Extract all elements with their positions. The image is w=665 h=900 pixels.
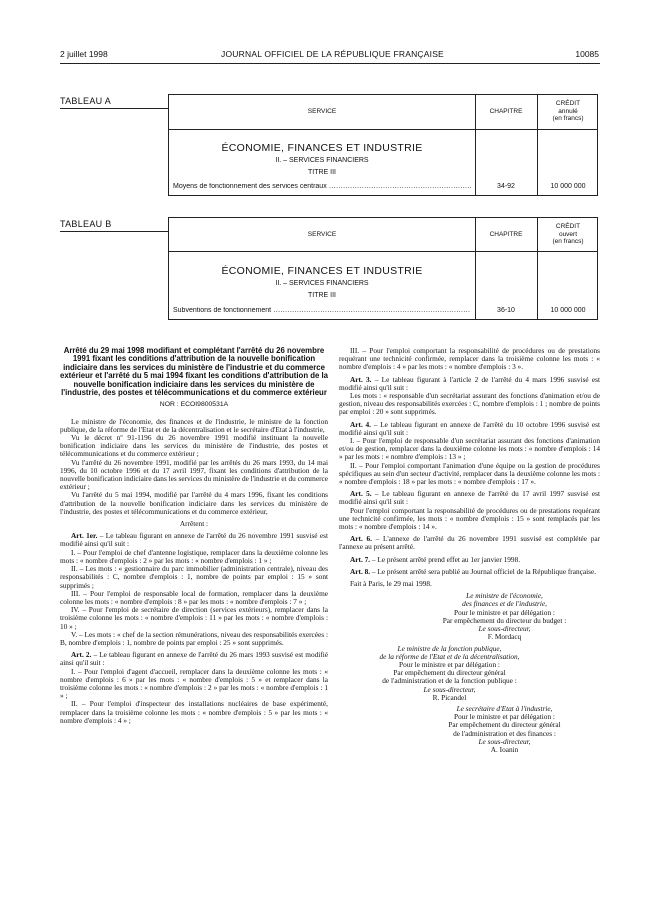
tableau-b-label: TABLEAU B (60, 219, 112, 229)
col-service-header: SERVICE (307, 108, 337, 115)
article-label: Art. 1er. (71, 531, 98, 541)
paragraph: I. – Pour l'emploi de chef d'antenne logistique, remplacer dans la deuxième colonne les mots : « nombre d'emplois : 2 » par les mots : « nombre d'emplois : 1 » ; (60, 547, 328, 565)
article-label: Art. 4. (350, 419, 372, 429)
article-5: Art. 5. – Le tableau figurant en annexe de l'arrêté du 17 avril 1997 susvisé est modifié ainsi qu'il suit : (339, 489, 600, 507)
header-date: 2 juillet 1998 (60, 49, 108, 59)
paragraph: Vu l'arrêté du 5 mai 1994, modifié par l'arrêté du 4 mars 1996, fixant les conditions d'attribution de la nouvelle bonification indiciaire dans les services du ministère de l'industrie, des postes et télécommunications et du commerce extérieur, (60, 490, 328, 516)
article-label: Art. 2. (71, 650, 92, 660)
signatory-name: A. Ioanin (490, 744, 519, 754)
article-2: Art. 2. – Le tableau figurant en annexe de l'arrêté du 26 mars 1993 susvisé est modifié ainsi qu'il suit : (60, 650, 328, 668)
section-heading: II. – SERVICES FINANCIERS (275, 280, 369, 287)
article-7: Art. 7. – Le présent arrêté prend effet au 1er janvier 1998. (350, 554, 521, 564)
row-chapitre: 36-10 (497, 307, 515, 314)
paragraph: Vu le décret nº 91-1196 du 26 novembre 1991 modifié instituant la nouvelle bonification indiciaire dans les services du ministère de l'industrie, des postes et télécommunications et du commerce extérieur ; (60, 433, 328, 459)
col-credit-header: CRÉDIT annulé (en francs) (552, 100, 584, 122)
header-page-number: 10085 (575, 49, 599, 59)
right-column (339, 347, 600, 754)
ministry-heading: ÉCONOMIE, FINANCES ET INDUSTRIE (221, 265, 423, 277)
ministry-heading: ÉCONOMIE, FINANCES ET INDUSTRIE (221, 142, 423, 154)
article-6: Art. 6. – L'annexe de l'arrêté du 26 novembre 1991 susvisé est complétée par l'annexe au présent arrêté. (339, 534, 601, 552)
col-service-header: SERVICE (307, 231, 337, 238)
paragraph: II. – Pour l'emploi comportant l'animation d'une équipe ou la gestion de procédures spécifiques au sein d'un secteur d'activité, remplacer dans la deuxième colonne les mots : « nombre d'emplois : 18 » par les mots : « nombre d'emplois : 17 ». (339, 460, 600, 487)
titre-heading: TITRE III (308, 169, 336, 176)
article-label: Art. 6. (350, 534, 372, 544)
header-journal-title: JOURNAL OFFICIEL DE LA RÉPUBLIQUE FRANÇAISE (221, 49, 444, 59)
tableau-a-label: TABLEAU A (60, 96, 112, 106)
article-label: Art. 3. (350, 374, 372, 384)
paragraph: I. – Pour l'emploi d'agent d'accueil, remplacer dans la deuxième colonne les mots : « nombre d'emplois : 6 » par les mots : « nombre d'emplois : 5 » et remplacer dans la troisième colonne les mots : « nombre d'emplois : 2 » par les mots : « nombre d'emplois : 1 » ; (60, 666, 328, 701)
col-chapitre-header: CHAPITRE (489, 108, 523, 115)
row-chapitre: 34-92 (497, 183, 515, 190)
paragraph: II. – Pour l'emploi d'inspecteur des installations nucléaires de base expérimenté, remplacer dans la troisième colonne les mots : « nombre d'emplois : 5 » par les mots : « nombre d'emplois : 4 » ; (60, 699, 328, 725)
paragraph: IV. – Pour l'emploi de secrétaire de direction (services extérieurs), remplacer dans la troisième colonne les mots : « nombre d'emplois : 11 » par les mots : « nombre d'emplois : 10 » ; (60, 605, 328, 631)
col-credit-header: CRÉDIT ouvert (en francs) (552, 223, 584, 245)
signatory-name: F. Mordacq (487, 632, 522, 642)
paragraph: III. – Pour l'emploi de responsable local de formation, remplacer dans la deuxième colonne les mots : « nombre d'emplois : 8 » par les mots : « nombre d'emplois : 7 » ; (60, 588, 328, 606)
article-label: Art. 8. (350, 566, 371, 576)
tableau-a-rule (60, 108, 168, 109)
col-chapitre-header: CHAPITRE (489, 231, 523, 238)
row-label: Moyens de fonctionnement des services centraux ..... (173, 183, 471, 190)
arretent-heading: Arrêtent : (179, 519, 209, 529)
tableau-b (168, 217, 598, 320)
section-heading: II. – SERVICES FINANCIERS (275, 157, 369, 164)
article-label: Art. 7. (350, 554, 371, 564)
article-4: Art. 4. – Le tableau figurant en annexe de l'arrêté du 10 octobre 1996 susvisé est modifié ainsi qu'il suit : (339, 419, 601, 437)
paragraph: Pour l'emploi comportant la responsabilité de procédures ou de prestations requérant une technicité confirmée, les mots : « nombre d'emplois : 15 » sont remplacés par les mots : « nombre d'emplois : 14 ». (339, 505, 600, 532)
paragraph: Le ministre de l'économie, des finances et de l'industrie, le ministre de la fonction publique, de la réforme de l'Etat et de la décentralisation et le secrétaire d'Etat à l'industrie, (60, 416, 328, 434)
article-8: Art. 8. – Le présent arrêté sera publié au Journal officiel de la République française. (350, 566, 597, 576)
titre-heading: TITRE III (308, 292, 336, 299)
row-amount: 10 000 000 (550, 183, 586, 190)
tableau-a (168, 94, 598, 196)
signatory-name: R. Picandel (432, 692, 467, 702)
paragraph: I. – Pour l'emploi de responsable d'un secrétariat assurant des fonctions d'animation et/ou de gestion, remplacer dans la deuxième colonne les mots : « nombre d'emplois : 14 » par les mots : « nombre d'emplois : 13 » ; (339, 436, 600, 462)
article-3: Art. 3. – Le tableau figurant à l'article 2 de l'arrêté du 4 mars 1996 susvisé est modifié ainsi qu'il suit : (339, 374, 601, 392)
paragraph: III. – Pour l'emploi comportant la responsabilité de procédures ou de prestations requérant une technicité confirmée, remplacer dans la troisième colonne les mots : « nombre d'emplois : 4 » par les mots : « nombre d'emplois : 3 ». (339, 346, 600, 372)
paragraph: V. – Les mots : « chef de la section rémunérations, niveau des responsabilités exercées : B, nombre d'emplois : 1, nombre de points par emploi : 25 » sont supprimés. (60, 629, 328, 647)
date-place: Fait à Paris, le 29 mai 1998. (350, 579, 432, 589)
article-1: Art. 1er. – Le tableau figurant en annexe de l'arrêté du 26 novembre 1991 susvisé est modifié ainsi qu'il suit : (60, 531, 329, 549)
signature-block-industrie: Le secrétaire d'Etat à l'industrie, Pour le ministre et par délégation : Par empêchement du directeur général de l'administration et des finances : Le sous-directeur, A. Ioanin (339, 705, 600, 754)
decree-title: Arrêté du 29 mai 1998 modifiant et complétant l'arrêté du 26 novembre 1991 fixant les conditions d'attribution de la nouvelle bonification indiciaire dans les services du ministère de l'industrie et du commerce extérieur et l'arrêté du 5 mai 1994 fixant les conditions d'attribution de la nouvelle bonification indiciaire dans les services du ministère de l'industrie, des postes et télécommunications et du commerce extérieur (60, 346, 329, 398)
row-label: Subventions de fonctionnement ..... (173, 307, 471, 314)
nor-reference: NOR : ECOI9800531A (159, 401, 229, 409)
row-amount: 10 000 000 (550, 307, 586, 314)
article-label: Art. 5. (350, 489, 372, 499)
header-rule (60, 63, 600, 64)
paragraph: Les mots : « responsable d'un secrétariat assurant des fonctions d'animation et/ou de gestion, niveau des responsabilités exercées : C, nombre d'emplois : 1 ; nombre de points par emploi : 20 » sont supprimés. (339, 391, 600, 417)
left-column (60, 347, 328, 725)
tableau-b-rule (60, 231, 168, 232)
paragraph: Vu l'arrêté du 26 novembre 1991, modifié par les arrêtés du 26 mars 1993, du 14 mai 1996, du 10 octobre 1996 et du 17 avril 1997, fixant les conditions d'attribution de la nouvelle bonification indiciaire dans les services du ministère de l'industrie et du commerce extérieur ; (60, 457, 328, 492)
signature-block-economie: Le ministre de l'économie, des finances et de l'industrie, Pour le ministre et par délégation : Par empêchement du directeur du budget : Le sous-directeur, F. Mordacq (339, 592, 600, 641)
signature-block-fonction-publique: Le ministre de la fonction publique, de la réforme de l'Etat et de la décentralisation, Pour le ministre et par délégation : Par empêchement du directeur général de l'administration et de la fonction publique : Le sous-directeur, R. Picandel (339, 645, 600, 702)
paragraph: II. – Les mots : « gestionnaire du parc immobilier (administration centrale), niveau des responsabilités : C, nombre d'emplois : 1, nombre de points par emploi : 15 » sont supprimés ; (60, 564, 328, 590)
